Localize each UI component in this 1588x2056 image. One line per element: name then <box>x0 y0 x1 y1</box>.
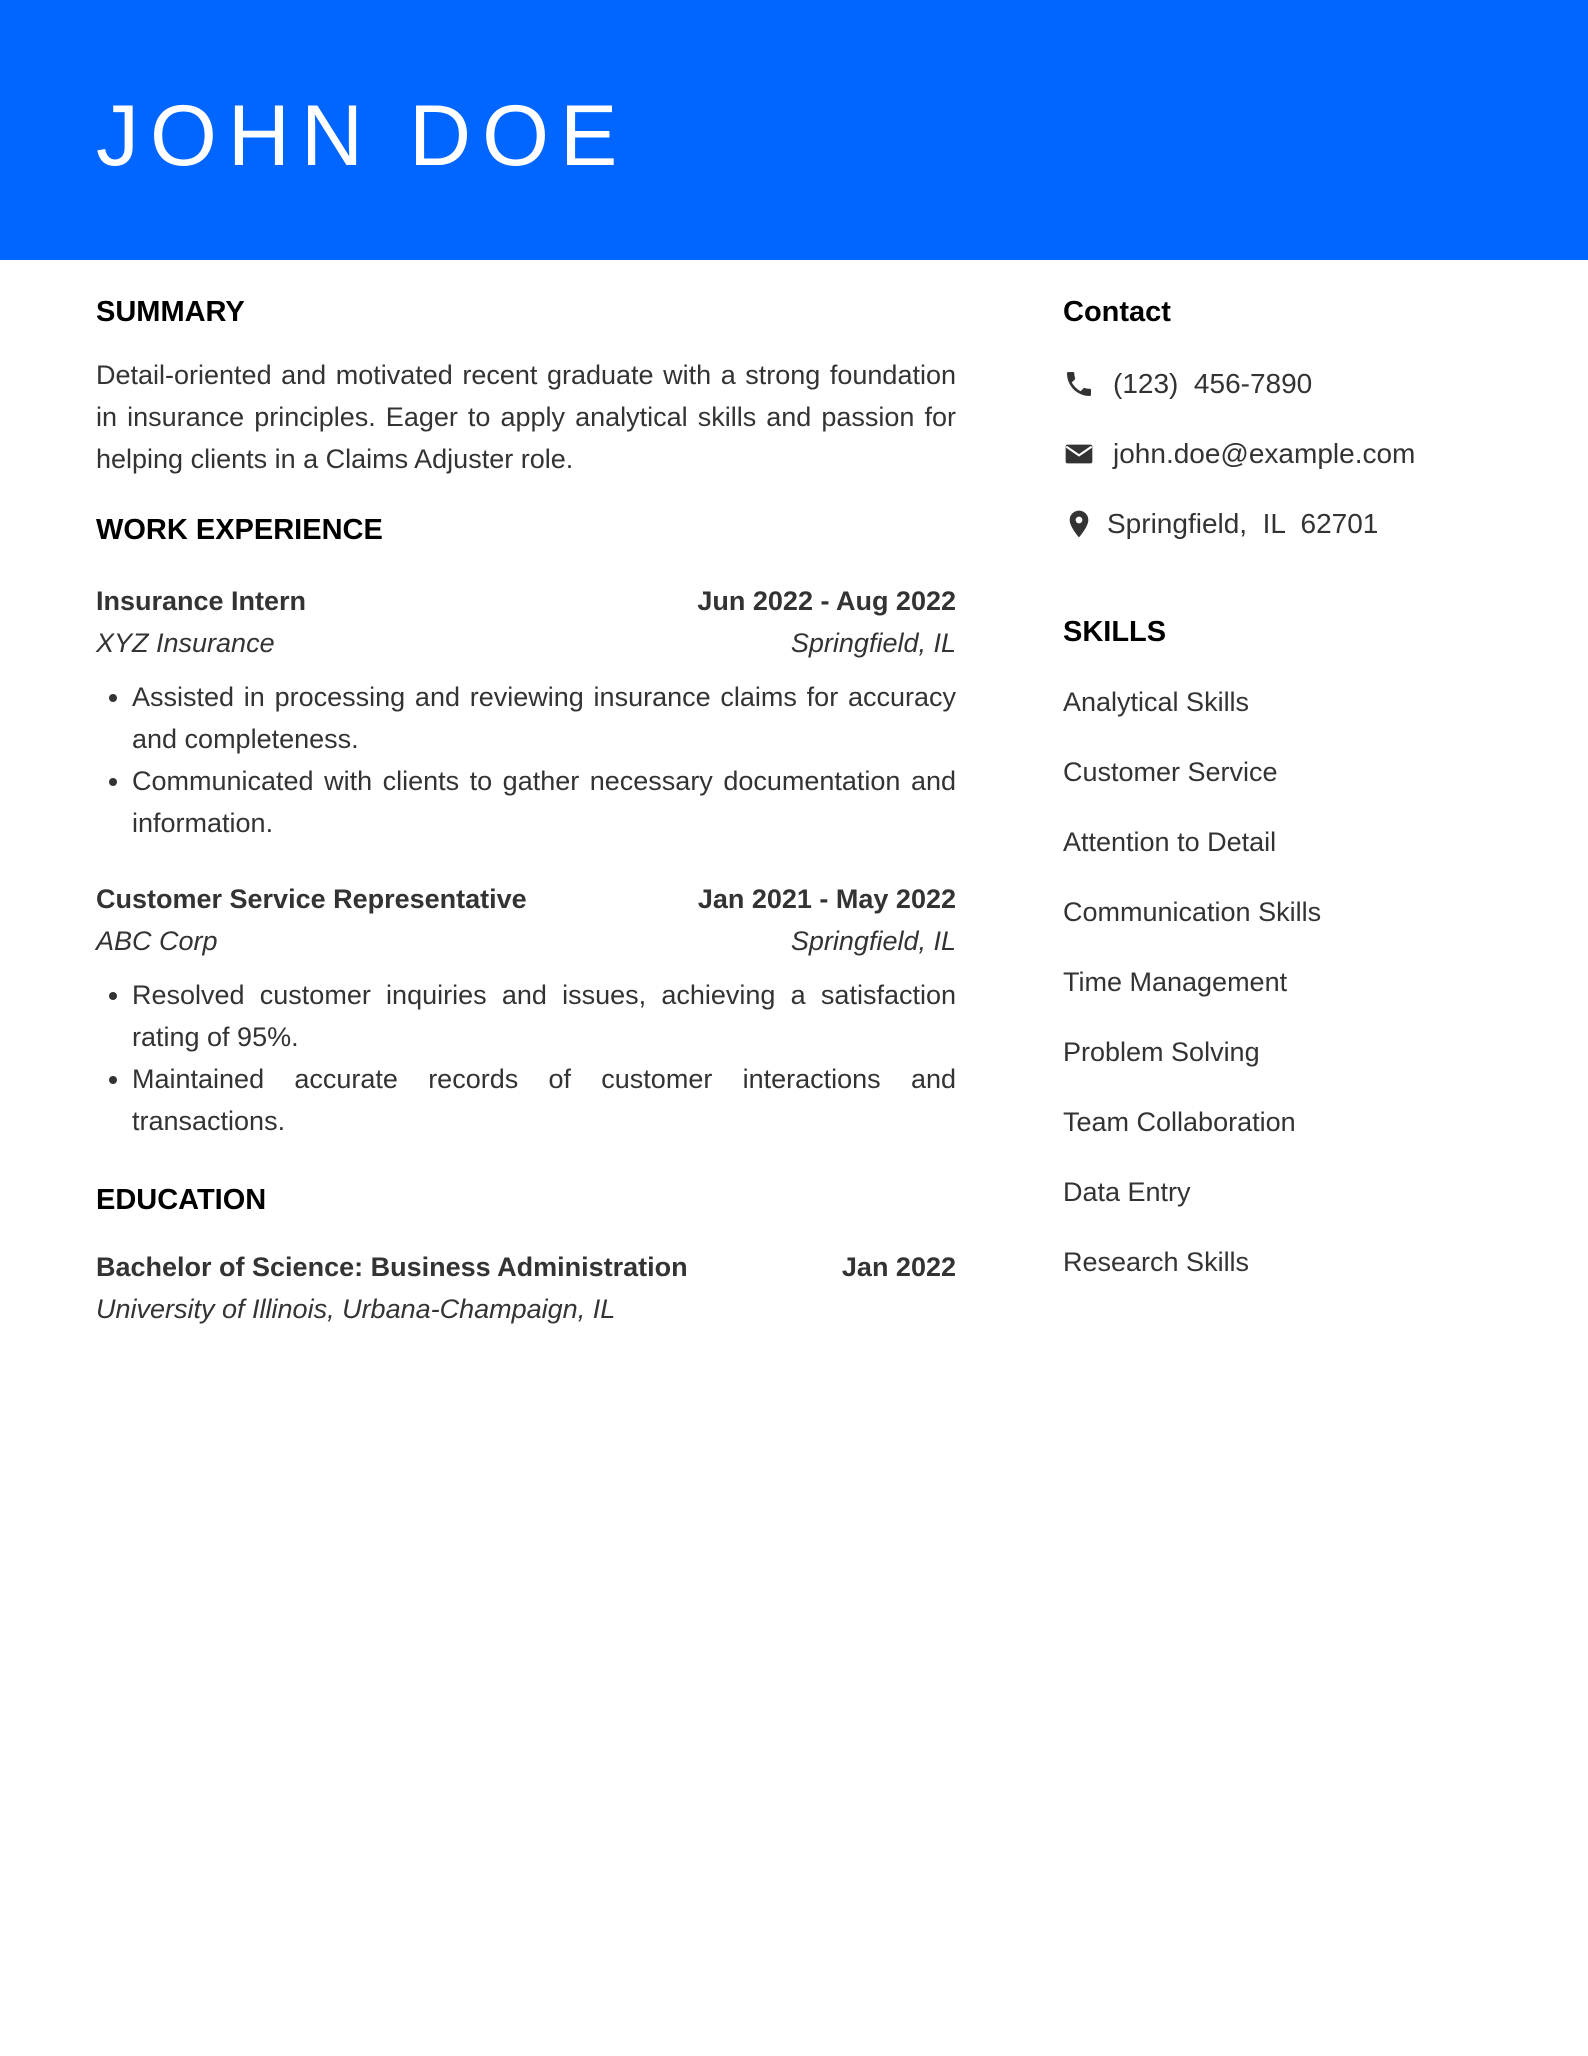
main-column <box>96 260 956 1330</box>
contact-email-text[interactable]: john.doe@example.com <box>1113 438 1416 469</box>
job-bullet: • Assisted in processing and reviewing insurance claims for accuracy and completeness. <box>132 676 956 760</box>
job-location: Springfield, IL <box>790 926 956 956</box>
skills-list <box>1063 682 1513 1312</box>
education-title: EDUCATION <box>96 1184 267 1216</box>
job-company: ABC Corp <box>96 926 218 956</box>
job-location: Springfield, IL <box>790 628 956 658</box>
sidebar-column <box>1063 260 1513 1312</box>
job-entry <box>96 878 956 1142</box>
experience-section <box>96 510 956 1142</box>
education-section <box>96 1180 956 1330</box>
skill-item: Problem Solving <box>1063 1037 1260 1067</box>
envelope-icon <box>1063 438 1095 470</box>
summary-section <box>96 292 956 480</box>
skill-item: Research Skills <box>1063 1247 1250 1277</box>
job-company: XYZ Insurance <box>96 628 275 658</box>
job-role: Insurance Intern <box>96 586 307 616</box>
education-degree: Bachelor of Science: Business Administration <box>96 1252 688 1282</box>
skill-item: Communication Skills <box>1063 897 1322 927</box>
job-bullet: • Resolved customer inquiries and issues, achieving a satisfaction rating of 95%. <box>132 974 956 1058</box>
skill-item: Analytical Skills <box>1063 687 1250 717</box>
job-entry <box>96 580 956 844</box>
contact-title: Contact <box>1063 296 1171 328</box>
candidate-name: JOHN DOE <box>96 88 629 184</box>
job-dates: Jan 2021 - May 2022 <box>697 884 956 914</box>
skill-item: Team Collaboration <box>1063 1107 1296 1137</box>
experience-title: WORK EXPERIENCE <box>96 514 383 546</box>
skill-item: Time Management <box>1063 967 1288 997</box>
contact-phone <box>1063 364 1513 404</box>
education-school: University of Illinois, Urbana-Champaign, IL <box>96 1294 616 1324</box>
contact-location <box>1063 504 1513 544</box>
map-pin-icon <box>1063 508 1095 540</box>
contact-email <box>1063 434 1513 474</box>
phone-icon <box>1063 368 1095 400</box>
education-date: Jan 2022 <box>841 1252 956 1282</box>
job-bullets <box>96 676 956 844</box>
skill-item: Data Entry <box>1063 1177 1191 1207</box>
job-bullets <box>96 974 956 1142</box>
skills-section <box>1063 612 1513 1312</box>
contact-location-text: Springfield, IL 62701 <box>1107 508 1379 539</box>
job-dates: Jun 2022 - Aug 2022 <box>697 586 956 616</box>
job-bullet: • Communicated with clients to gather necessary documentation and information. <box>132 760 956 844</box>
skill-item: Attention to Detail <box>1063 827 1277 857</box>
skill-item: Customer Service <box>1063 757 1278 787</box>
skills-title: SKILLS <box>1063 616 1167 648</box>
contact-phone-text[interactable]: (123) 456-7890 <box>1113 368 1313 399</box>
header-banner <box>0 0 1588 260</box>
summary-title: SUMMARY <box>96 296 245 328</box>
summary-text: Detail-oriented and motivated recent graduate with a strong foundation in insurance principles. Eager to apply analytical skills and passion for helping clients in a Claims Adjuster role. <box>96 360 956 474</box>
job-bullet: • Maintained accurate records of customer interactions and transactions. <box>132 1058 956 1142</box>
contact-section <box>1063 292 1513 544</box>
job-role: Customer Service Representative <box>96 884 527 914</box>
